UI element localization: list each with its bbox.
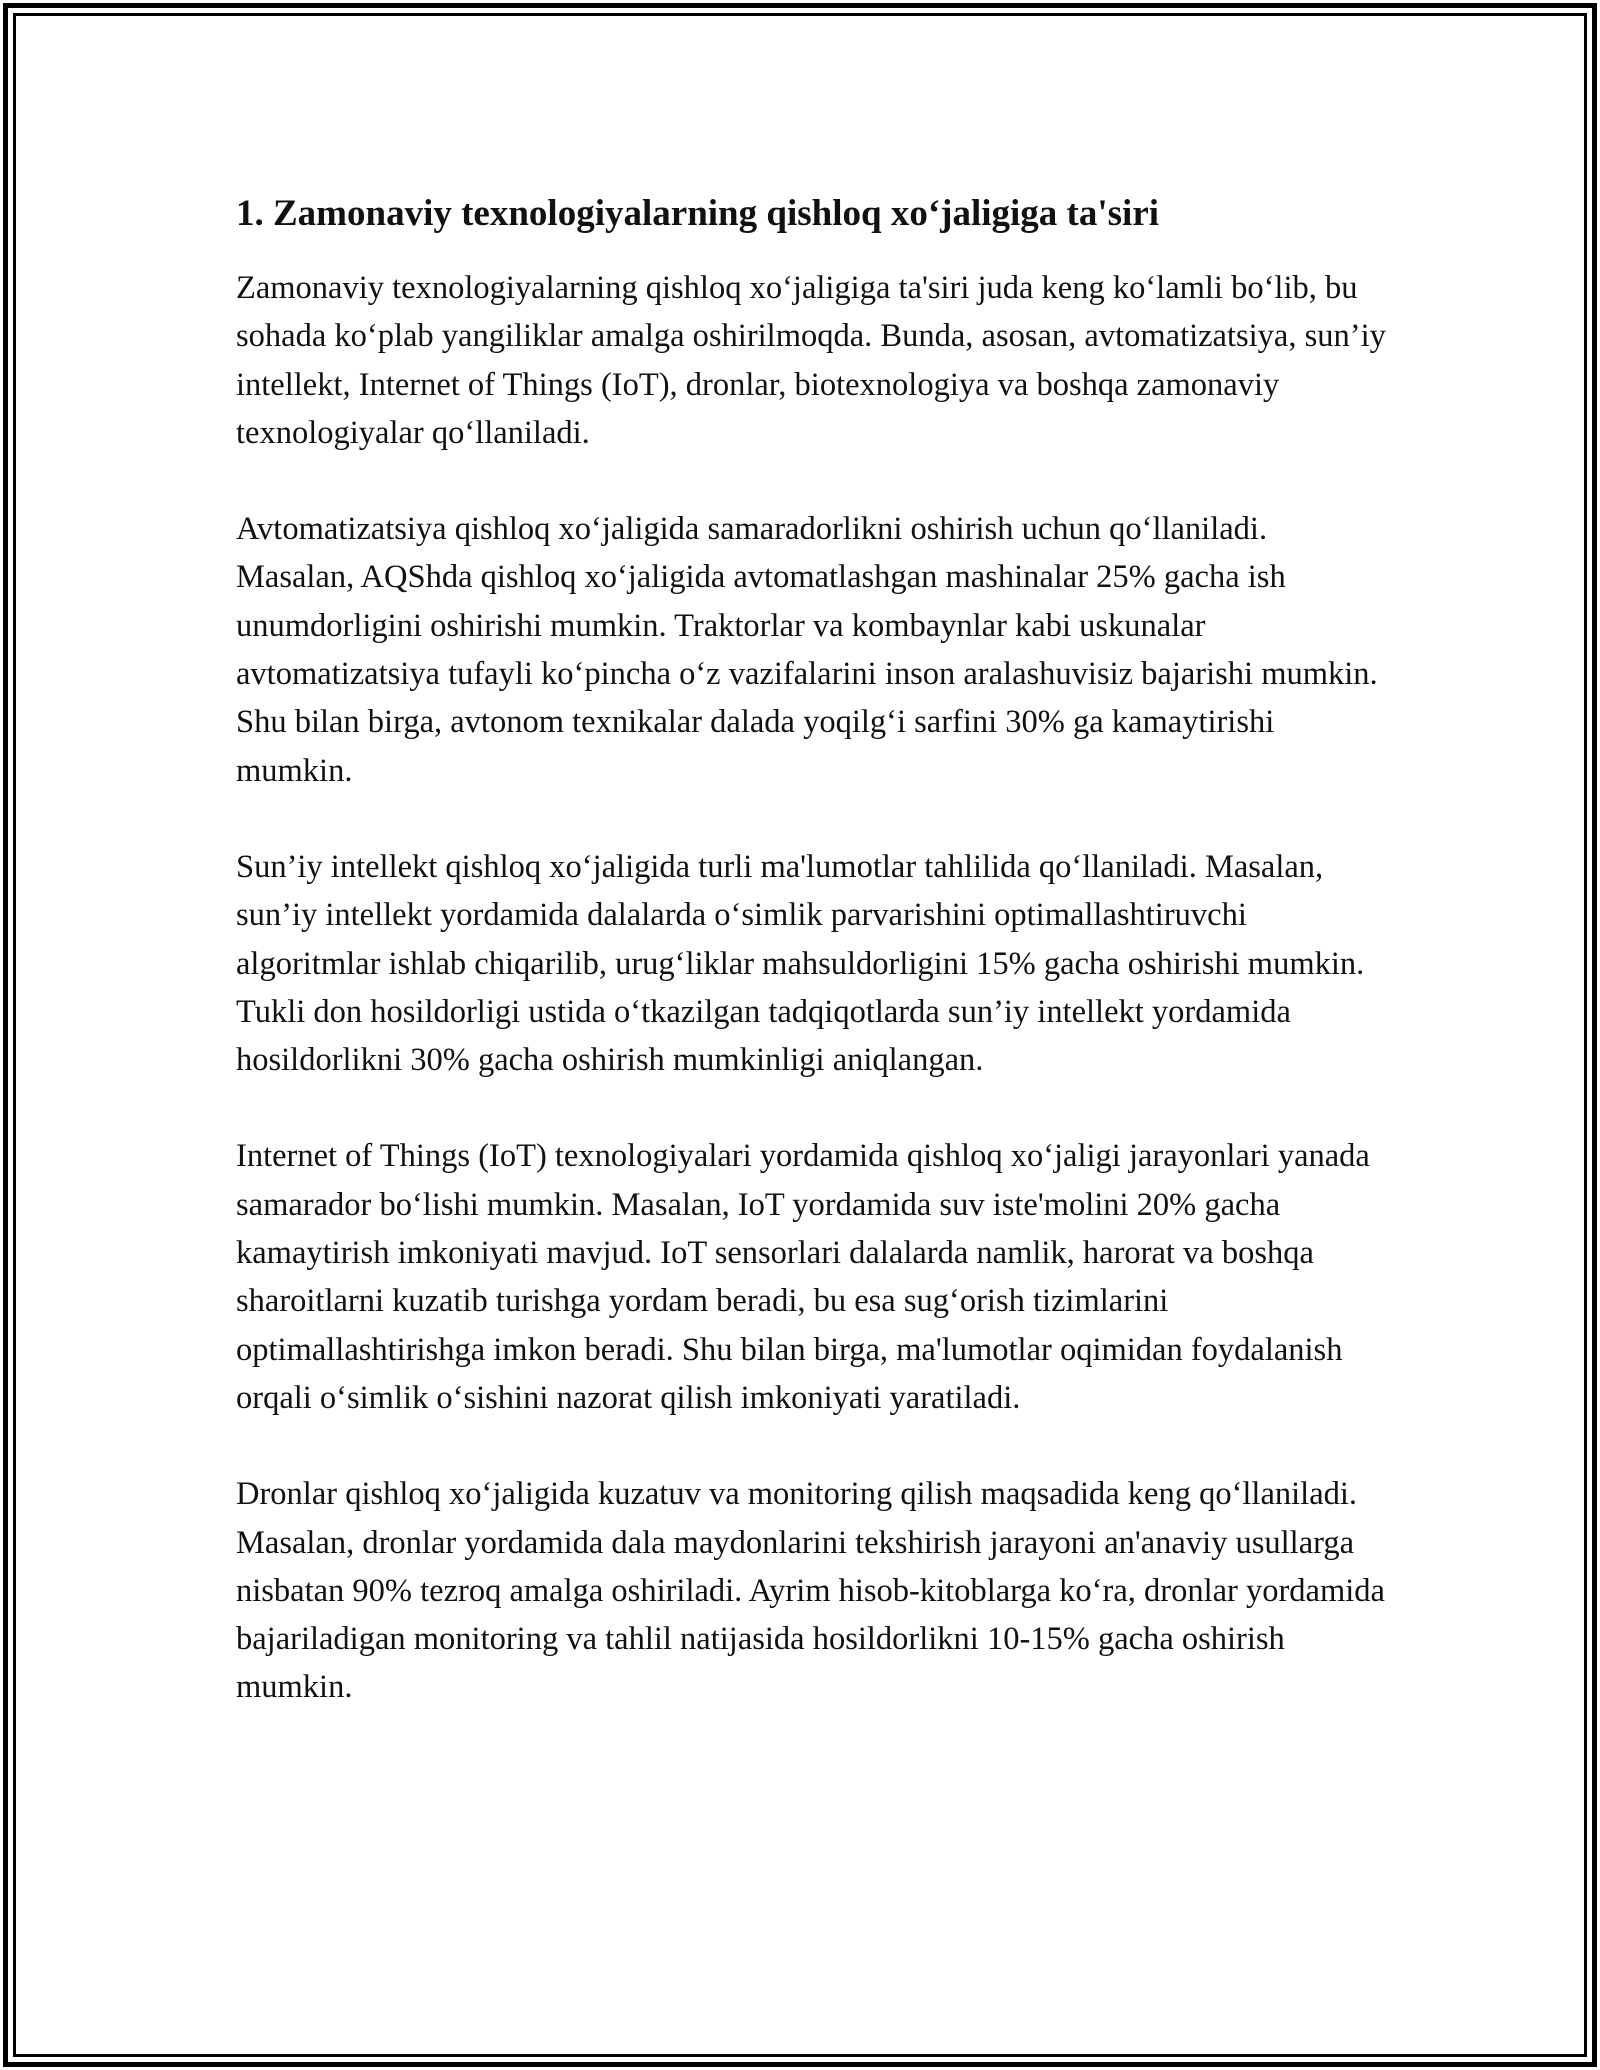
paragraph-ai: Sun’iy intellekt qishloq xo‘jaligida turli ma'lumotlar tahlilida qo‘llaniladi. Masalan, sun’iy intellekt yordamida dalalarda o‘simlik parvarishini optimallashtiruvchi algoritmlar ishlab chiqarilib, urug‘liklar mahsuldorligini 15% gacha oshirishi mumkin. Tukli don hosildorligi ustida o‘tkazilgan tadqiqotlarda sun’iy intellekt yordamida hosildorlikni 30% gacha oshirish mumkinligi aniqlangan. [236, 848, 1365, 1079]
paragraph-intro: Zamonaviy texnologiyalarning qishloq xo‘jaligiga ta'siri juda keng ko‘lamli bo‘lib, bu sohada ko‘plab yangiliklar amalga oshirilmoqda. Bunda, asosan, avtomatizatsiya, sun’iy intellekt, Internet of Things (IoT), dronlar, biotexnologiya va boshqa zamonaviy texnologiyalar qo‘llaniladi. [236, 270, 1386, 451]
paragraph-automation: Avtomatizatsiya qishloq xo‘jaligida samaradorlikni oshirish uchun qo‘llaniladi. Masalan, AQShda qishloq xo‘jaligida avtomatlashgan mashinalar 25% gacha ish unumdorligini oshirishi mumkin. Traktorlar va kombaynlar kabi uskunalar avtomatizatsiya tufayli ko‘pincha o‘z vazifalarini inson aralashuvisiz bajarishi mumkin. Shu bilan birga, avtonom texnikalar dalada yoqilg‘i sarfini 30% ga kamaytirishi mumkin. [236, 511, 1378, 789]
section-heading: 1. Zamonaviy texnologiyalarning qishloq xo‘jaligiga ta'siri [236, 193, 1160, 234]
paragraph-iot: Internet of Things (IoT) texnologiyalari yordamida qishloq xo‘jaligi jarayonlari yanada samarador bo‘lishi mumkin. Masalan, IoT yordamida suv iste'molini 20% gacha kamaytirish imkoniyati mavjud. IoT sensorlari dalalarda namlik, harorat va boshqa sharoitlarni kuzatib turishga yordam beradi, bu esa sug‘orish tizimlarini optimallashtirishga imkon beradi. Shu bilan birga, ma'lumotlar oqimidan foydalanish orqali o‘simlik o‘sishini nazorat qilish imkoniyati yaratiladi. [236, 1138, 1370, 1416]
document-body [236, 186, 1386, 1760]
paragraph-drones: Dronlar qishloq xo‘jaligida kuzatuv va monitoring qilish maqsadida keng qo‘llaniladi. Masalan, dronlar yordamida dala maydonlarini tekshirish jarayoni an'anaviy usullarga nisbatan 90% tezroq amalga oshiriladi. Ayrim hisob-kitoblarga ko‘ra, dronlar yordamida bajariladigan monitoring va tahlil natijasida hosildorlikni 10-15% gacha oshirish mumkin. [236, 1476, 1385, 1706]
